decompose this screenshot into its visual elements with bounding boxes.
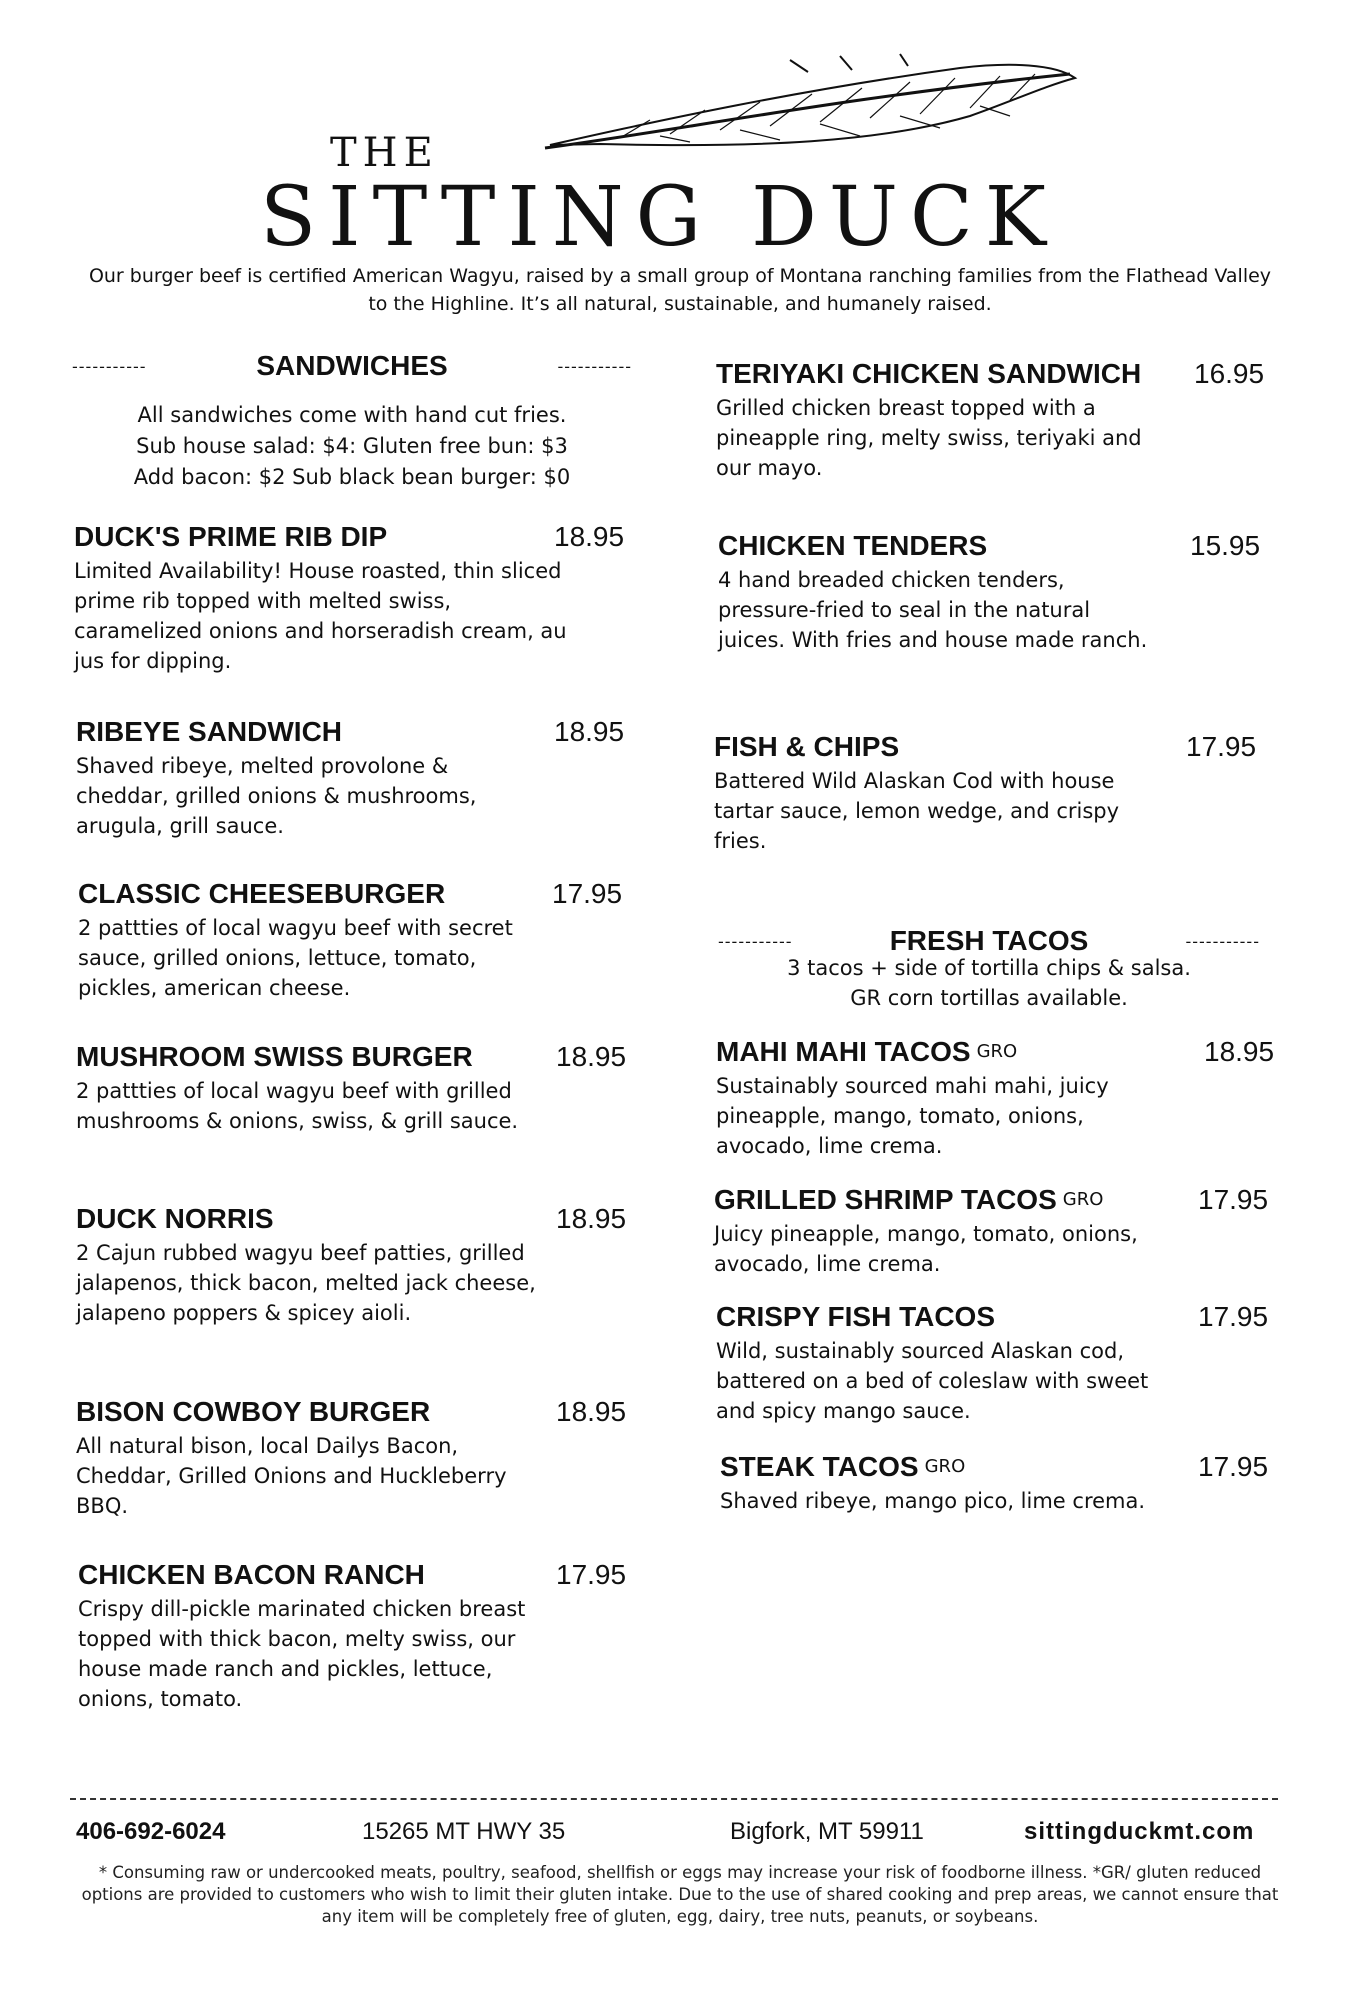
item-name: DUCK'S PRIME RIB DIP <box>74 521 388 552</box>
note-line: Sub house salad: $4: Gluten free bun: $3 <box>136 434 568 458</box>
menu-item <box>718 529 1278 655</box>
item-desc: All natural bison, local Dailys Bacon, Cheddar, Grilled Onions and Huckleberry BBQ. <box>76 1434 507 1518</box>
city-address: Bigfork, MT 59911 <box>730 1818 924 1845</box>
sandwiches-title: SANDWICHES <box>256 350 448 381</box>
menu-item <box>76 1040 636 1136</box>
footer-divider <box>70 1798 1278 1800</box>
logo <box>240 50 1120 265</box>
item-name: DUCK NORRIS <box>76 1203 274 1234</box>
footer-contact <box>76 1818 1276 1854</box>
item-desc: Juicy pineapple, mango, tomato, onions, avocado, lime crema. <box>714 1222 1138 1276</box>
menu-item <box>720 1450 1300 1516</box>
tacos-title: FRESH TACOS <box>889 925 1089 956</box>
item-price: 17.95 <box>556 1559 627 1590</box>
item-name: FISH & CHIPS <box>714 731 900 762</box>
item-name: CLASSIC CHEESEBURGER <box>78 878 446 909</box>
menu-item <box>76 1395 636 1521</box>
menu-item <box>78 877 638 1003</box>
item-name: MUSHROOM SWISS BURGER <box>76 1041 473 1072</box>
menu-item <box>76 1202 636 1328</box>
item-name: BISON COWBOY BURGER <box>76 1396 431 1427</box>
dashes-left: ----------- <box>718 931 793 951</box>
gluten-reduced-tag: GRO <box>1062 1189 1104 1210</box>
item-price: 17.95 <box>1198 1451 1269 1482</box>
item-desc: Crispy dill-pickle marinated chicken breast topped with thick bacon, melty swiss, our house made ranch and pickles, lettuce, onions, tomato. <box>78 1597 526 1711</box>
item-desc: 2 pattties of local wagyu beef with grilled mushrooms & onions, swiss, & grill sauce. <box>76 1079 519 1133</box>
note-line: 3 tacos + side of tortilla chips & salsa. <box>787 956 1191 980</box>
item-price: 18.95 <box>554 716 625 747</box>
item-desc: 2 Cajun rubbed wagyu beef patties, grilled jalapenos, thick bacon, melted jack cheese, jalapeno poppers & spicey aioli. <box>76 1241 536 1325</box>
item-desc: Grilled chicken breast topped with a pineapple ring, melty swiss, teriyaki and our mayo. <box>716 396 1142 480</box>
allergen-disclaimer: * Consuming raw or undercooked meats, poultry, seafood, shellfish or eggs may increase your risk of foodborne illness. *GR/ gluten reduced options are provided to customers who wish to limit their gluten intake. Due to the use of shared cooking and prep areas, we cannot ensure that any item will be completely free of gluten, egg, dairy, tree nuts, peanuts, or soybeans. <box>81 1863 1279 1926</box>
item-name: RIBEYE SANDWICH <box>76 716 343 747</box>
dashes-left: ----------- <box>72 356 147 376</box>
menu-item <box>716 1035 1296 1161</box>
note-line: Add bacon: $2 Sub black bean burger: $0 <box>133 465 571 489</box>
logo-name: SITTING DUCK <box>260 170 1059 265</box>
tacos-note <box>718 953 1260 1013</box>
item-price: 17.95 <box>1198 1184 1269 1215</box>
item-desc: Wild, sustainably sourced Alaskan cod, battered on a bed of coleslaw with sweet and spicy mango sauce. <box>716 1339 1149 1423</box>
item-price: 18.95 <box>556 1396 627 1427</box>
item-name: TERIYAKI CHICKEN SANDWICH <box>716 358 1142 389</box>
item-name-text: GRILLED SHRIMP TACOS <box>714 1184 1057 1215</box>
gluten-reduced-tag: GRO <box>924 1456 966 1477</box>
feather-icon <box>540 50 1080 160</box>
item-desc: Battered Wild Alaskan Cod with house tartar sauce, lemon wedge, and crispy fries. <box>714 769 1120 853</box>
item-price: 18.95 <box>554 521 625 552</box>
item-price: 18.95 <box>1204 1036 1275 1067</box>
item-name: CRISPY FISH TACOS <box>716 1301 996 1332</box>
dashes-right: ----------- <box>1185 931 1260 951</box>
dashes-right: ----------- <box>557 356 632 376</box>
item-desc: Sustainably sourced mahi mahi, juicy pineapple, mango, tomato, onions, avocado, lime crema. <box>716 1074 1109 1158</box>
intro-text: Our burger beef is certified American Wagyu, raised by a small group of Montana ranching families from the Flathead Valley to the Highline. It’s all natural, sustainable, and humanely raised. <box>88 265 1272 315</box>
sandwiches-note <box>72 400 632 493</box>
item-price: 18.95 <box>556 1203 627 1234</box>
item-desc: 4 hand breaded chicken tenders, pressure-fried to seal in the natural juices. With fries and house made ranch. <box>718 568 1148 652</box>
item-price: 17.95 <box>1186 731 1257 762</box>
menu-item <box>78 1558 638 1714</box>
item-name: CHICKEN TENDERS <box>718 530 988 561</box>
item-desc: Limited Availability! House roasted, thin sliced prime rib topped with melted swiss, caramelized onions and horseradish cream, au jus for dipping. <box>74 559 567 673</box>
item-price: 15.95 <box>1190 530 1261 561</box>
note-line: GR corn tortillas available. <box>850 986 1128 1010</box>
item-desc: Shaved ribeye, mango pico, lime crema. <box>720 1489 1146 1513</box>
item-desc: 2 pattties of local wagyu beef with secret sauce, grilled onions, lettuce, tomato, pickles, american cheese. <box>78 916 513 1000</box>
item-name-text: MAHI MAHI TACOS <box>716 1036 971 1067</box>
menu-item <box>714 730 1274 856</box>
item-desc: Shaved ribeye, melted provolone & cheddar, grilled onions & mushrooms, arugula, grill sauce. <box>76 754 477 838</box>
street-address: 15265 MT HWY 35 <box>362 1818 566 1845</box>
item-name-text: STEAK TACOS <box>720 1451 919 1482</box>
item-name: CHICKEN BACON RANCH <box>78 1559 425 1590</box>
menu-item <box>716 1300 1296 1426</box>
menu-item <box>76 715 636 841</box>
gluten-reduced-tag: GRO <box>976 1041 1018 1062</box>
item-price: 18.95 <box>556 1041 627 1072</box>
menu-item <box>74 520 634 676</box>
item-price: 16.95 <box>1194 358 1265 389</box>
website-link[interactable]: sittingduckmt.com <box>1024 1818 1255 1845</box>
logo-the: THE <box>330 130 439 176</box>
note-line: All sandwiches come with hand cut fries. <box>137 403 567 427</box>
item-price: 17.95 <box>552 878 623 909</box>
item-price: 17.95 <box>1198 1301 1269 1332</box>
menu-item <box>716 357 1296 483</box>
sandwiches-header <box>72 350 632 382</box>
phone-number: 406-692-6024 <box>76 1818 226 1845</box>
menu-item <box>714 1183 1294 1279</box>
